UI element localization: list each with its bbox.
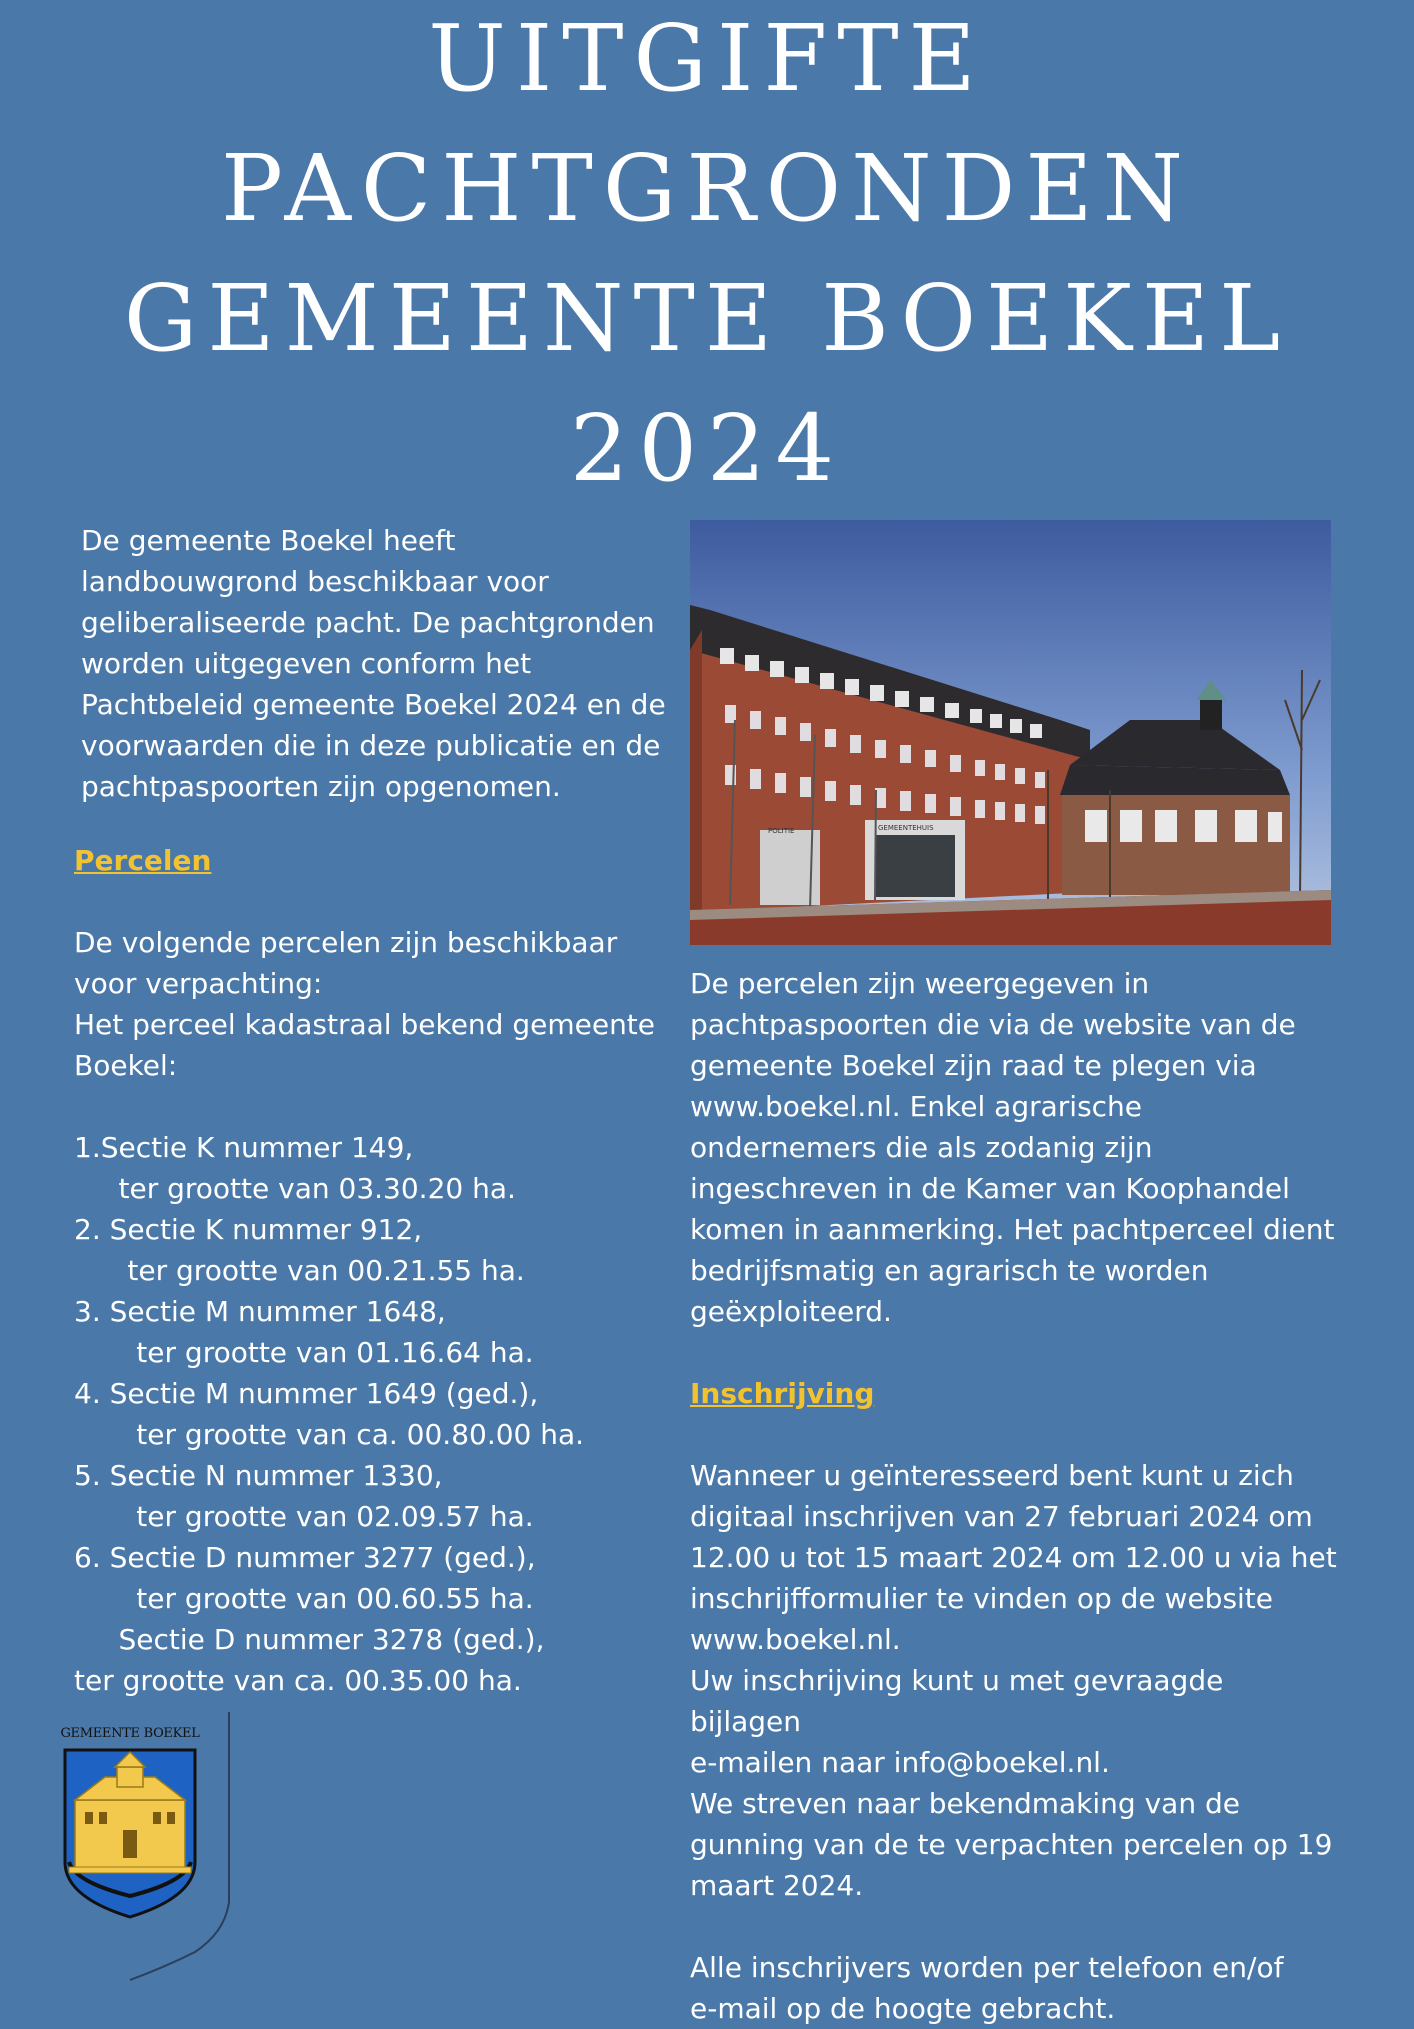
parcel-line: 2. Sectie K nummer 912,: [74, 1213, 423, 1246]
parcel-list: [74, 1127, 674, 1701]
page-title: [0, 0, 1414, 514]
inschrijving-paragraph: Wanneer u geïnteresseerd bent kunt u zich digitaal inschrijven van 27 februari 2024 om 12.00 u tot 15 maart 2024 om 12.00 u via het inschrijfformulier te vinden op de website www.boekel.nl. Uw inschrijving kunt u met gevraagde bijlagen e-mailen naar info@boekel.nl. We streven naar bekendmaking van de gunning van de te verpachten percelen op 19 maart 2024.: [690, 1459, 1337, 1902]
parcel-line: 6. Sectie D nummer 3277 (ged.),: [74, 1541, 536, 1574]
parcel-line: ter grootte van 03.30.20 ha.: [74, 1172, 516, 1205]
title-line-4: 2024: [569, 395, 845, 502]
title-line-2: PACHTGRONDEN: [221, 135, 1193, 242]
parcel-line: 5. Sectie N nummer 1330,: [74, 1459, 443, 1492]
logo-text: GEMEENTE BOEKEL: [60, 1726, 200, 1741]
municipality-logo: [55, 1712, 235, 1982]
parcel-line: 1.Sectie K nummer 149,: [74, 1131, 414, 1164]
town-hall-illustration: [690, 520, 1331, 945]
inschrijving-heading: Inschrijving: [690, 1377, 875, 1410]
title-line-3: GEMEENTE BOEKEL: [123, 265, 1291, 372]
parcel-line: ter grootte van 01.16.64 ha.: [74, 1336, 534, 1369]
percelen-heading: Percelen: [74, 844, 212, 877]
sign-politie: POLITIE: [768, 827, 795, 835]
sign-gemeentehuis: GEMEENTEHUIS: [878, 824, 934, 832]
percelen-text: De volgende percelen zijn beschikbaar voor verpachting: Het perceel kadastraal bekend gemeente Boekel:: [74, 926, 656, 1082]
title-line-1: UITGIFTE: [428, 5, 986, 112]
parcel-line: ter grootte van 00.21.55 ha.: [74, 1254, 525, 1287]
intro-paragraph: De gemeente Boekel heeft landbouwgrond beschikbaar voor geliberaliseerde pacht. De pachtgronden worden uitgegeven conform het Pachtbeleid gemeente Boekel 2024 en de voorwaarden die in deze publicatie en de pachtpaspoorten zijn opgenomen.: [81, 524, 666, 803]
parcel-line: ter grootte van 02.09.57 ha.: [74, 1500, 534, 1533]
right-column: [690, 963, 1340, 2029]
town-hall-photo: [690, 520, 1331, 945]
parcel-line: ter grootte van 00.60.55 ha.: [74, 1582, 534, 1615]
coat-of-arms-icon: [55, 1712, 235, 1982]
parcel-line: ter grootte van ca. 00.35.00 ha.: [74, 1664, 522, 1697]
parcel-line: ter grootte van ca. 00.80.00 ha.: [74, 1418, 585, 1451]
percelen-section: [74, 840, 674, 1701]
percelen-info-paragraph: De percelen zijn weergegeven in pachtpaspoorten die via de website van de gemeente Boekel zijn raad te plegen via www.boekel.nl. Enkel agrarische ondernemers die als zodanig zijn ingeschreven in de Kamer van Koophandel komen in aanmerking. Het pachtperceel dient bedrijfsmatig en agrarisch te worden geëxploiteerd.: [690, 967, 1335, 1328]
parcel-line: Sectie D nummer 3278 (ged.),: [74, 1623, 545, 1656]
notification-paragraph: Alle inschrijvers worden per telefoon en/of e-mail op de hoogte gebracht.: [690, 1951, 1284, 2025]
parcel-line: 3. Sectie M nummer 1648,: [74, 1295, 446, 1328]
parcel-line: 4. Sectie M nummer 1649 (ged.),: [74, 1377, 539, 1410]
